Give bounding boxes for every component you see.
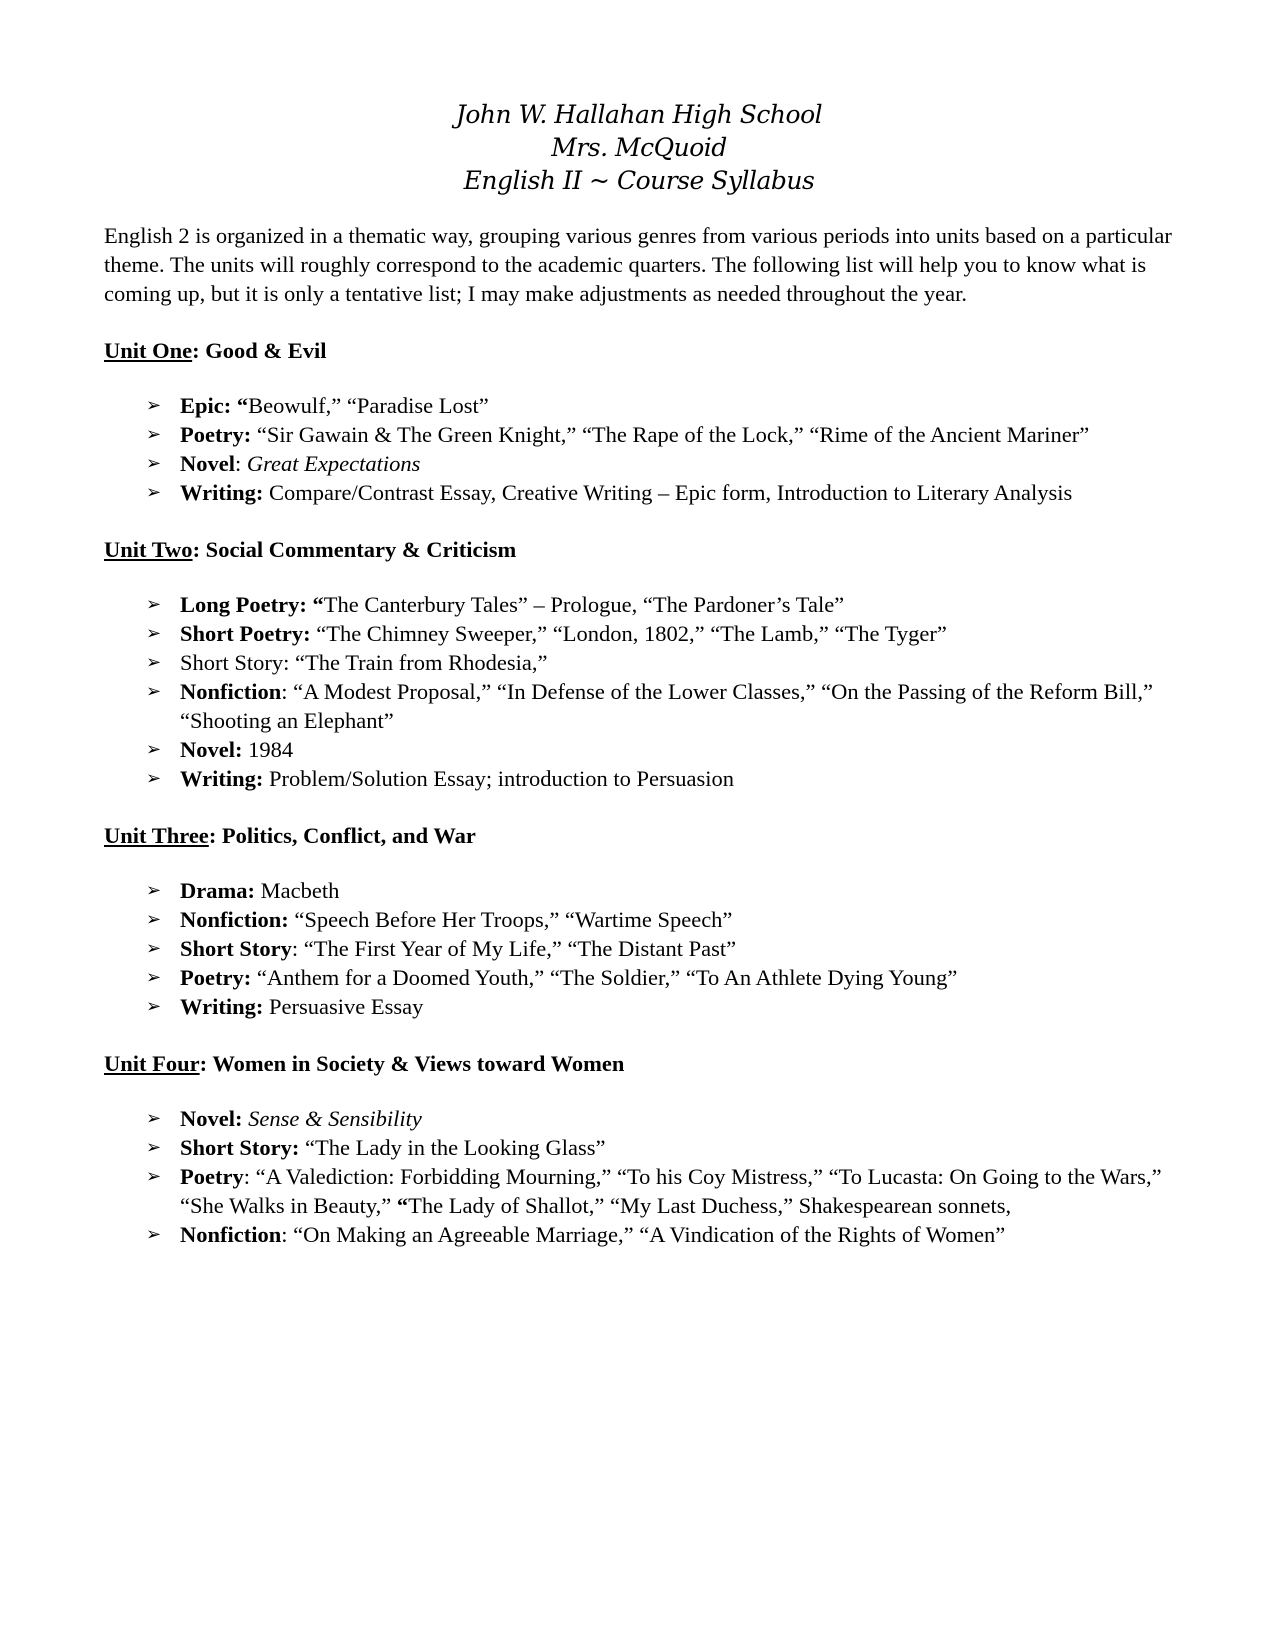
item-text: Beowulf,” “Paradise Lost” xyxy=(248,393,489,418)
unit-name: Unit Two xyxy=(104,537,193,562)
item-text: “The Chimney Sweeper,” “London, 1802,” “The Lamb,” “The Tyger” xyxy=(310,621,947,646)
item-genre-label: Nonfiction xyxy=(180,679,282,704)
unit-item-list xyxy=(104,391,1174,507)
list-item xyxy=(146,934,1174,963)
list-item xyxy=(146,677,1174,735)
list-item xyxy=(146,963,1174,992)
course-title: English II ~ Course Syllabus xyxy=(463,166,815,195)
unit-name: Unit Three xyxy=(104,823,209,848)
arrow-bullet-icon: ➢ xyxy=(146,1166,162,1187)
item-genre-label: Short Poetry: xyxy=(180,621,311,646)
item-genre-label: Writing: xyxy=(180,480,264,505)
unit-theme: : Good & Evil xyxy=(192,338,327,363)
list-item xyxy=(146,391,1174,420)
item-genre-label: Long Poetry: xyxy=(180,592,313,617)
item-text: The Canterbury Tales” – Prologue, “The Pardoner’s Tale” xyxy=(323,592,845,617)
unit-heading xyxy=(104,535,1174,564)
arrow-bullet-icon: ➢ xyxy=(146,768,162,789)
bold-quote: “ xyxy=(236,393,249,418)
list-item xyxy=(146,1104,1174,1133)
syllabus-page xyxy=(104,98,1174,1249)
arrow-bullet-icon: ➢ xyxy=(146,880,162,901)
list-item xyxy=(146,1133,1174,1162)
item-text: “Sir Gawain & The Green Knight,” “The Rape of the Lock,” “Rime of the Ancient Mariner” xyxy=(251,422,1090,447)
list-item xyxy=(146,648,1174,677)
arrow-bullet-icon: ➢ xyxy=(146,996,162,1017)
arrow-bullet-icon: ➢ xyxy=(146,1137,162,1158)
arrow-bullet-icon: ➢ xyxy=(146,424,162,445)
unit-theme: : Women in Society & Views toward Women xyxy=(199,1051,625,1076)
item-text: Short Story: “The Train from Rhodesia,” xyxy=(180,650,548,675)
arrow-bullet-icon: ➢ xyxy=(146,938,162,959)
unit-heading xyxy=(104,336,1174,365)
list-item xyxy=(146,590,1174,619)
item-text: Persuasive Essay xyxy=(263,994,424,1019)
list-item xyxy=(146,876,1174,905)
item-genre-label: Writing: xyxy=(180,994,264,1019)
arrow-bullet-icon: ➢ xyxy=(146,453,162,474)
item-text: : xyxy=(235,451,247,476)
unit-theme: : Social Commentary & Criticism xyxy=(192,537,517,562)
item-genre-label: Poetry: xyxy=(180,965,252,990)
list-item xyxy=(146,449,1174,478)
unit-item-list xyxy=(104,876,1174,1021)
list-item xyxy=(146,764,1174,793)
item-text: Compare/Contrast Essay, Creative Writing – Epic form, Introduction to Literary Analysis xyxy=(263,480,1073,505)
item-text: : “On Making an Agreeable Marriage,” “A Vindication of the Rights of Women” xyxy=(281,1222,1006,1247)
list-item xyxy=(146,735,1174,764)
document-header xyxy=(104,98,1174,197)
arrow-bullet-icon: ➢ xyxy=(146,395,162,416)
unit-item-list xyxy=(104,590,1174,793)
item-genre-label: Poetry xyxy=(180,1164,244,1189)
item-text: Macbeth xyxy=(254,878,340,903)
units-container xyxy=(104,336,1174,1249)
item-genre-label: Writing: xyxy=(180,766,264,791)
list-item xyxy=(146,1162,1174,1220)
teacher-name: Mrs. McQuoid xyxy=(551,133,727,162)
item-genre-label: Drama: xyxy=(180,878,255,903)
item-genre-label: Nonfiction: xyxy=(180,907,289,932)
list-item xyxy=(146,992,1174,1021)
item-genre-label: Epic: xyxy=(180,393,237,418)
arrow-bullet-icon: ➢ xyxy=(146,623,162,644)
item-title-italic: Great Expectations xyxy=(246,451,421,476)
bold-quote: “ xyxy=(396,1193,409,1218)
arrow-bullet-icon: ➢ xyxy=(146,1224,162,1245)
unit-heading xyxy=(104,1049,1174,1078)
arrow-bullet-icon: ➢ xyxy=(146,967,162,988)
arrow-bullet-icon: ➢ xyxy=(146,1108,162,1129)
unit-name: Unit Four xyxy=(104,1051,200,1076)
school-name: John W. Hallahan High School xyxy=(455,100,823,129)
item-text: The Lady of Shallot,” “My Last Duchess,” Shakespearean sonnets, xyxy=(408,1193,1012,1218)
item-text: : “The First Year of My Life,” “The Distant Past” xyxy=(291,936,737,961)
item-text: : “A Modest Proposal,” “In Defense of the Lower Classes,” “On the Passing of the Reform Bill,” “Shooting an Elephant” xyxy=(180,679,1153,733)
arrow-bullet-icon: ➢ xyxy=(146,594,162,615)
item-genre-label: Novel xyxy=(180,451,235,476)
arrow-bullet-icon: ➢ xyxy=(146,909,162,930)
item-genre-label: Novel: xyxy=(180,1106,243,1131)
item-genre-label: Novel: xyxy=(180,737,243,762)
list-item xyxy=(146,478,1174,507)
unit-name: Unit One xyxy=(104,338,193,363)
item-genre-label: Poetry: xyxy=(180,422,252,447)
list-item xyxy=(146,420,1174,449)
item-text: “Speech Before Her Troops,” “Wartime Speech” xyxy=(288,907,733,932)
list-item xyxy=(146,905,1174,934)
list-item xyxy=(146,1220,1174,1249)
item-title-italic: Sense & Sensibility xyxy=(248,1106,422,1131)
item-text: Problem/Solution Essay; introduction to Persuasion xyxy=(263,766,734,791)
item-genre-label: Nonfiction xyxy=(180,1222,282,1247)
arrow-bullet-icon: ➢ xyxy=(146,681,162,702)
unit-theme: : Politics, Conflict, and War xyxy=(208,823,476,848)
arrow-bullet-icon: ➢ xyxy=(146,652,162,673)
intro-paragraph: English 2 is organized in a thematic way, grouping various genres from various periods into units based on a particular theme. The units will roughly correspond to the academic quarters. The following list will help you to know what is coming up, but it is only a tentative list; I may make adjustments as needed throughout the year. xyxy=(104,223,1172,306)
arrow-bullet-icon: ➢ xyxy=(146,739,162,760)
list-item xyxy=(146,619,1174,648)
item-text: : “A Valediction: Forbidding Mourning,” “To his Coy Mistress,” “To Lucasta: On Going to the Wars,” “She Walks in Beauty,” xyxy=(180,1164,1162,1218)
arrow-bullet-icon: ➢ xyxy=(146,482,162,503)
unit-item-list xyxy=(104,1104,1174,1249)
item-text: “Anthem for a Doomed Youth,” “The Soldier,” “To An Athlete Dying Young” xyxy=(251,965,958,990)
item-genre-label: Short Story xyxy=(180,936,292,961)
item-text: “The Lady in the Looking Glass” xyxy=(299,1135,606,1160)
unit-heading xyxy=(104,821,1174,850)
item-genre-label: Short Story: xyxy=(180,1135,300,1160)
item-text: 1984 xyxy=(242,737,294,762)
bold-quote: “ xyxy=(312,592,324,617)
